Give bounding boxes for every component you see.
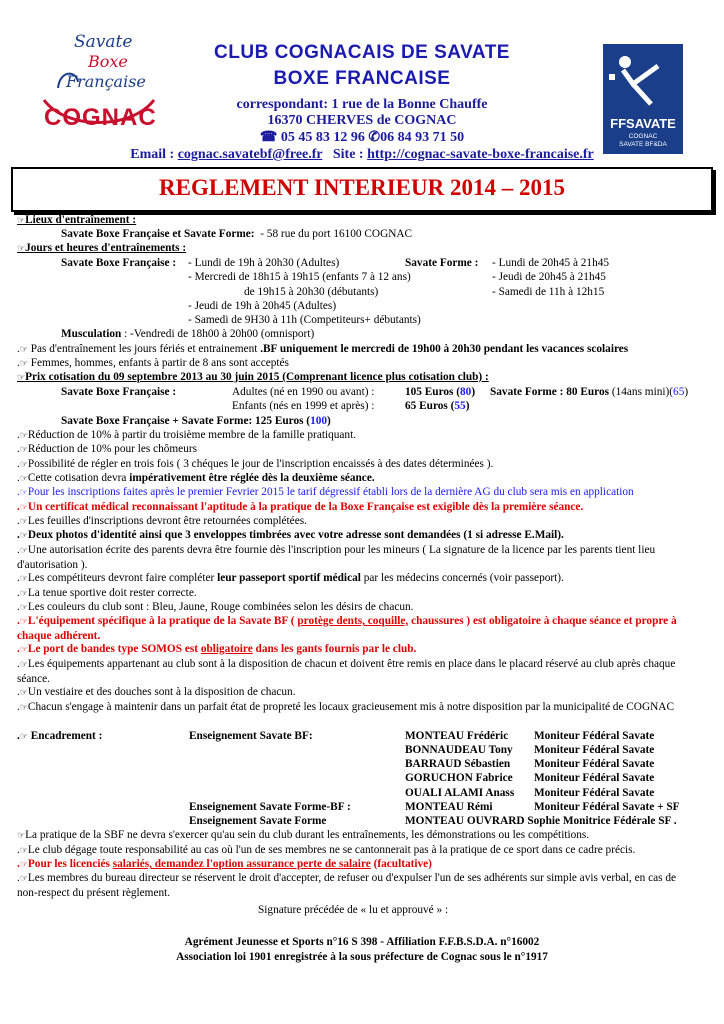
hand-pointer-icon: ☞ — [19, 732, 28, 742]
prix-sf-price: Savate Forme : 80 Euros — [490, 386, 610, 398]
hand-pointer-icon: ☞ — [19, 874, 28, 884]
phone-number: 05 45 83 12 96 — [280, 130, 365, 145]
sbf-schedule-2: - Mercredi de 18h15 à 19h15 (enfants 7 à 12 ans) — [188, 271, 411, 283]
jours-heading-text: Jours et heures d'entraînements : — [25, 242, 187, 254]
person-role: Moniteur Fédéral Savate — [534, 772, 655, 784]
logo-text-savate: Savate — [74, 32, 133, 52]
group-sf: Enseignement Savate Forme — [189, 815, 327, 827]
musculation-line — [61, 328, 314, 342]
rule-9-text: Une autorisation écrite des parents devra être fournie dès l'inscription pour les mineurs ( La signature de la licence par les parents tient lieu d'autorisation ). — [17, 544, 656, 571]
rule-13-text-c: chaussures ) est obligatoire à chaque séance et propre à chaque adhérent. — [17, 615, 677, 642]
lieux-heading — [17, 214, 136, 229]
sbf-schedule-4: - Jeudi de 19h à 20h45 (Adultes) — [188, 300, 337, 312]
hand-pointer-icon: ☞ — [19, 474, 28, 484]
person-name: GORUCHON Fabrice — [405, 772, 513, 784]
person-name: OUALI ALAMI Anass — [405, 787, 515, 799]
hand-pointer-icon: ☞ — [19, 660, 28, 670]
jours-heading — [17, 242, 186, 257]
rule-11: .☞La tenue sportive doit rester correcte. — [17, 587, 197, 599]
prix-paren: ) — [327, 415, 331, 427]
prix-combo-reduced: 100 — [310, 415, 328, 427]
prix-enfant-reduced: 55 — [454, 400, 466, 412]
rule-2: .☞Réduction de 10% pour les chômeurs — [17, 443, 198, 455]
prix-adult-label: Adultes (né en 1990 ou avant) : — [232, 386, 375, 398]
group-sf-bf: Enseignement Savate Forme-BF : — [189, 801, 351, 813]
hand-pointer-icon: ☞ — [19, 503, 28, 513]
prix-sf — [490, 386, 688, 400]
rule-4-text-b: impérativement être réglée dès la deuxième séance. — [129, 472, 375, 484]
hand-pointer-icon: ☞ — [19, 488, 28, 498]
rule-15: .☞Les équipements appartenant au club sont à la disposition de chacun et doivent être remis en place dans le placard réservé au club après chaque séance. — [17, 658, 676, 685]
rule-13-text-a: L'équipement spécifique à la pratique de la Savate BF ( — [27, 615, 295, 627]
hand-pointer-icon: ☞ — [17, 216, 26, 226]
hand-pointer-icon: ☞ — [19, 617, 28, 627]
rule-2-text: Réduction de 10% pour les chômeurs — [27, 443, 198, 455]
prix-enfant — [405, 400, 469, 414]
sbf-schedule-3: de 19h15 à 20h30 (débutants) — [244, 286, 379, 298]
rule-12-text: Les couleurs du club sont : Bleu, Jaune, Rouge combinées selon les désirs de chacun. — [27, 601, 414, 613]
rule-4-text-a: Cette cotisation devra — [27, 472, 127, 484]
rule-3-text: Possibilité de régler en trois fois ( 3 chéques le jour de l'inscription encaissés à des dates déterminées ). — [27, 458, 494, 470]
hand-pointer-icon: ☞ — [19, 359, 28, 369]
email-link[interactable]: cognac.savatebf@free.fr — [177, 147, 323, 162]
hand-pointer-icon: ☞ — [17, 244, 26, 254]
rule-7: .☞Les feuilles d'inscriptions devront être retournées complétées. — [17, 515, 307, 527]
logo-text-francaise: Française — [66, 72, 146, 91]
prix-paren: ) — [465, 400, 470, 412]
hand-pointer-icon: ☞ — [19, 445, 28, 455]
email-label: Email : — [130, 147, 175, 162]
logo-sub2: SAVATE BF&DA — [619, 141, 667, 148]
encadrement-label: .☞ Encadrement : — [17, 730, 103, 742]
rule-5-text: Pour les inscriptions faites après le premier Fevrier 2015 le tarif dégressif établi lors de la dernière AG du club sera mis en application — [27, 486, 634, 498]
prix-enfant-price: 65 Euros ( — [405, 400, 455, 412]
rule-14: .☞Le port de bandes type SOMOS est obligatoire dans les gants fournis par le club. — [17, 643, 417, 655]
hand-pointer-icon: ☞ — [19, 645, 28, 655]
closing-4: .☞Les membres du bureau directeur se réservent le droit d'accepter, de refuser ou d'expulser l'un de ses adhérents sur simple avis verbal, en cas de non-respect du présent règlement. — [17, 872, 676, 899]
hand-pointer-icon: ☞ — [19, 546, 28, 556]
rule-11-text: La tenue sportive doit rester correcte. — [27, 587, 197, 599]
document-title: REGLEMENT INTERIEUR 2014 – 2015 — [159, 175, 565, 200]
lieux-value: - 58 rue du port 16100 COGNAC — [260, 228, 413, 240]
sf-schedule-1: - Lundi de 20h45 à 21h45 — [492, 257, 610, 269]
hand-pointer-icon: ☞ — [19, 846, 28, 856]
rule-8: .☞Deux photos d'identité ainsi que 3 enveloppes timbrées avec votre adresse sont demandées (1 si adresse E.Mail). — [17, 529, 564, 541]
logo-sub1: COGNAC — [628, 133, 658, 140]
site-label: Site : — [332, 147, 364, 162]
lieux-label: Savate Boxe Française et Savate Forme: — [61, 228, 255, 240]
prix-heading-text: Prix cotisation du 09 septembre 2013 au 30 juin 2015 (Comprenant licence plus cotisation club) : — [25, 371, 489, 383]
hand-pointer-icon: ☞ — [19, 860, 28, 870]
closing-3-text-c: (facultative) — [373, 858, 432, 870]
rule-1: .☞Réduction de 10% à partir du troisième membre de la famille pratiquant. — [17, 429, 357, 441]
sbf-schedule-label: Savate Boxe Française : — [61, 257, 177, 269]
rule-14-text-b: obligatoire — [200, 643, 253, 655]
phone-line — [0, 129, 724, 146]
closing-1 — [17, 829, 589, 844]
closing-3-text-b: salariés, demandez l'option assurance perte de salaire — [112, 858, 371, 870]
feries-text-a: Pas d'entraînement les jours fériés et entrainement — [30, 343, 258, 355]
hand-pointer-icon: ☞ — [19, 345, 28, 355]
closing-2-text: Le club dégage toute responsabilité au cas où l'un de ses membres ne se cantonnerait pas à la pratique de ce sport dans ce cadre précis. — [27, 844, 636, 856]
person-name: MONTEAU OUVRARD Sophie Monitrice Fédérale SF . — [405, 815, 677, 827]
rule-7-text: Les feuilles d'inscriptions devront être retournées complétées. — [27, 515, 307, 527]
prix-adult-price: 105 Euros ( — [405, 386, 461, 398]
rule-10: .☞Les compétiteurs devront faire compléter leur passeport sportif médical par les médecins concernés (voir passeport). — [17, 572, 564, 584]
hand-pointer-icon: ☞ — [19, 688, 28, 698]
logo-text-boxe: Boxe — [88, 52, 128, 71]
address-line1: correspondant: 1 rue de la Bonne Chauffe — [236, 97, 488, 112]
rule-14-text-c: dans les gants fournis par le club. — [255, 643, 417, 655]
rule-16: .☞Un vestiaire et des douches sont à la disposition de chacun. — [17, 686, 296, 698]
rule-5: .☞Pour les inscriptions faites après le premier Fevrier 2015 le tarif dégressif établi lors de la dernière AG du club sera mis en application — [17, 486, 634, 498]
rule-10-text-c: par les médecins concernés (voir passeport). — [363, 572, 564, 584]
person-name: MONTEAU Rémi — [405, 801, 493, 813]
prix-sbf-label: Savate Boxe Française : — [61, 386, 177, 398]
prix-paren: ) — [684, 386, 689, 398]
hand-pointer-icon: ☞ — [17, 373, 26, 383]
rule-10-text-a: Les compétiteurs devront faire compléter — [27, 572, 215, 584]
lieux-heading-text: Lieux d'entraînement : — [25, 214, 137, 226]
person-role: Moniteur Fédéral Savate — [534, 787, 655, 799]
club-name: CLUB COGNACAIS DE SAVATE — [214, 42, 510, 63]
prix-adult — [405, 386, 475, 400]
rule-3: .☞Possibilité de régler en trois fois ( 3 chéques le jour de l'inscription encaissés à des dates déterminées ). — [17, 458, 494, 470]
footer-line1: Agrément Jeunesse et Sports n°16 S 398 - Affiliation F.F.B.S.D.A. n°16002 — [184, 936, 540, 948]
club-subname: BOXE FRANCAISE — [273, 68, 451, 89]
rule-8-text: Deux photos d'identité ainsi que 3 enveloppes timbrées avec votre adresse sont demandées (1 si adresse E.Mail). — [27, 529, 564, 541]
prix-adult-reduced: 80 — [460, 386, 472, 398]
rule-13: .☞L'équipement spécifique à la pratique de la Savate BF ( protège dents, coquille, chaussures ) est obligatoire à chaque séance et propre à chaque adhérent. — [17, 615, 677, 642]
person-role: Moniteur Fédéral Savate — [534, 758, 655, 770]
group-sbf: Enseignement Savate BF: — [189, 730, 313, 742]
encadrement-label-text: Encadrement : — [30, 730, 103, 742]
sbf-schedule-1: - Lundi de 19h à 20h30 (Adultes) — [188, 257, 340, 269]
footer-line2: Association loi 1901 enregistrée à la sous préfecture de Cognac sous le n°1917 — [176, 951, 548, 963]
musc-label: Musculation — [61, 328, 122, 340]
feries-line: .☞ Pas d'entraînement les jours fériés et entrainement .BF uniquement le mercredi de 19h00 à 20h30 pendant les vacances scolaires — [17, 343, 629, 355]
telephone-icon: ☎ — [259, 130, 278, 145]
sbf-schedule-5: - Samedi de 9H30 à 11h (Competiteurs+ débutants) — [188, 314, 421, 326]
person-role: Moniteur Fédéral Savate — [534, 744, 655, 756]
musc-value: : -Vendredi de 18h00 à 20h00 (omnisport) — [124, 328, 315, 340]
closing-1-text: La pratique de la SBF ne devra s'exercer qu'au sein du club durant les entraînements, les démonstrations ou les compétitions. — [25, 829, 590, 841]
rule-4: .☞Cette cotisation devra impérativement être réglée dès la deuxième séance. — [17, 472, 375, 484]
hand-pointer-icon: ☞ — [19, 603, 28, 613]
closing-2: .☞Le club dégage toute responsabilité au cas où l'un de ses membres ne se cantonnerait pas à la pratique de ce sport dans ce cadre précis. — [17, 844, 636, 856]
person-role: Moniteur Fédéral Savate — [534, 730, 655, 742]
hand-pointer-icon: ☞ — [19, 531, 28, 541]
rule-6-text: Un certificat médical reconnaissant l'aptitude à la pratique de la Boxe Française est exigible dès la première séance. — [27, 501, 584, 513]
rule-6: .☞Un certificat médical reconnaissant l'aptitude à la pratique de la Boxe Française est exigible dès la première séance. — [17, 501, 584, 513]
sf-schedule-2: - Jeudi de 20h45 à 21h45 — [492, 271, 606, 283]
closing-3-text-a: Pour les licenciés — [27, 858, 110, 870]
feries-text-b: .BF uniquement le mercredi de 19h00 à 20h30 pendant les vacances scolaires — [260, 343, 629, 355]
rule-12: .☞Les couleurs du club sont : Bleu, Jaune, Rouge combinées selon les désirs de chacun. — [17, 601, 414, 613]
lieux-line — [61, 228, 412, 242]
closing-3: .☞Pour les licenciés salariés, demandez l'option assurance perte de salaire (facultative) — [17, 858, 432, 870]
accept-line: .☞ Femmes, hommes, enfants à partir de 8 ans sont acceptés — [17, 357, 289, 369]
rule-17: .☞Chacun s'engage à maintenir dans un parfait état de propreté les locaux gracieusement mis à notre disposition par la municipalité de COGNAC — [17, 701, 674, 713]
prix-heading — [17, 371, 489, 386]
mobile-number: 06 84 93 71 50 — [380, 130, 465, 145]
prix-paren: ) — [471, 386, 476, 398]
hand-pointer-icon: ☞ — [19, 703, 28, 713]
hand-pointer-icon: ☞ — [19, 431, 28, 441]
prix-combo — [61, 415, 331, 429]
hand-pointer-icon: ☞ — [17, 831, 26, 841]
hand-pointer-icon: ☞ — [19, 517, 28, 527]
rule-13-text-b: protège dents, coquille, — [297, 615, 409, 627]
contact-line — [0, 147, 724, 163]
hand-pointer-icon: ☞ — [19, 589, 28, 599]
mobile-icon: ✆ — [368, 130, 381, 145]
rule-1-text: Réduction de 10% à partir du troisième membre de la famille pratiquant. — [27, 429, 357, 441]
rule-10-text-b: leur passeport sportif médical — [217, 572, 361, 584]
prix-sf-reduced: 65 — [673, 386, 685, 398]
hand-pointer-icon: ☞ — [19, 460, 28, 470]
rule-15-text: Les équipements appartenant au club sont à la disposition de chacun et doivent être remis en place dans le placard réservé au club après chaque séance. — [17, 658, 676, 685]
person-role: Moniteur Fédéral Savate + SF — [534, 801, 680, 813]
site-link[interactable]: http://cognac-savate-boxe-francaise.fr — [367, 147, 594, 162]
person-name: BARRAUD Sébastien — [405, 758, 511, 770]
logo-brand: FFSAVATE — [610, 116, 676, 131]
person-name: BONNAUDEAU Tony — [405, 744, 513, 756]
rule-16-text: Un vestiaire et des douches sont à la disposition de chacun. — [27, 686, 296, 698]
signature-line: Signature précédée de « lu et approuvé » : — [258, 904, 449, 916]
accept-text: Femmes, hommes, enfants à partir de 8 ans sont acceptés — [30, 357, 289, 369]
person-name: MONTEAU Frédéric — [405, 730, 509, 742]
hand-pointer-icon: ☞ — [19, 574, 28, 584]
prix-enfant-label: Enfants (nés en 1999 et après) : — [232, 400, 375, 412]
address-line2: 16370 CHERVES de COGNAC — [267, 113, 457, 128]
rule-17-text: Chacun s'engage à maintenir dans un parfait état de propreté les locaux gracieusement mis à notre disposition par la municipalité de COGNAC — [27, 701, 674, 713]
logo-text-cognac: COGNAC — [44, 104, 157, 131]
prix-combo-text: Savate Boxe Française + Savate Forme: 125 Euros ( — [61, 415, 311, 427]
prix-sf-note: (14ans mini)( — [611, 386, 674, 398]
sf-schedule-label: Savate Forme : — [405, 257, 479, 269]
rule-14-text-a: Le port de bandes type SOMOS est — [27, 643, 198, 655]
sf-schedule-3: - Samedi de 11h à 12h15 — [492, 286, 605, 298]
closing-4-text: Les membres du bureau directeur se réservent le droit d'accepter, de refuser ou d'expulser l'un de ses adhérents sur simple avis verbal, en cas de non-respect du présent règlement. — [17, 872, 676, 899]
rule-9: .☞Une autorisation écrite des parents devra être fournie dès l'inscription pour les mineurs ( La signature de la licence par les parents tient lieu d'autorisation ). — [17, 544, 656, 571]
